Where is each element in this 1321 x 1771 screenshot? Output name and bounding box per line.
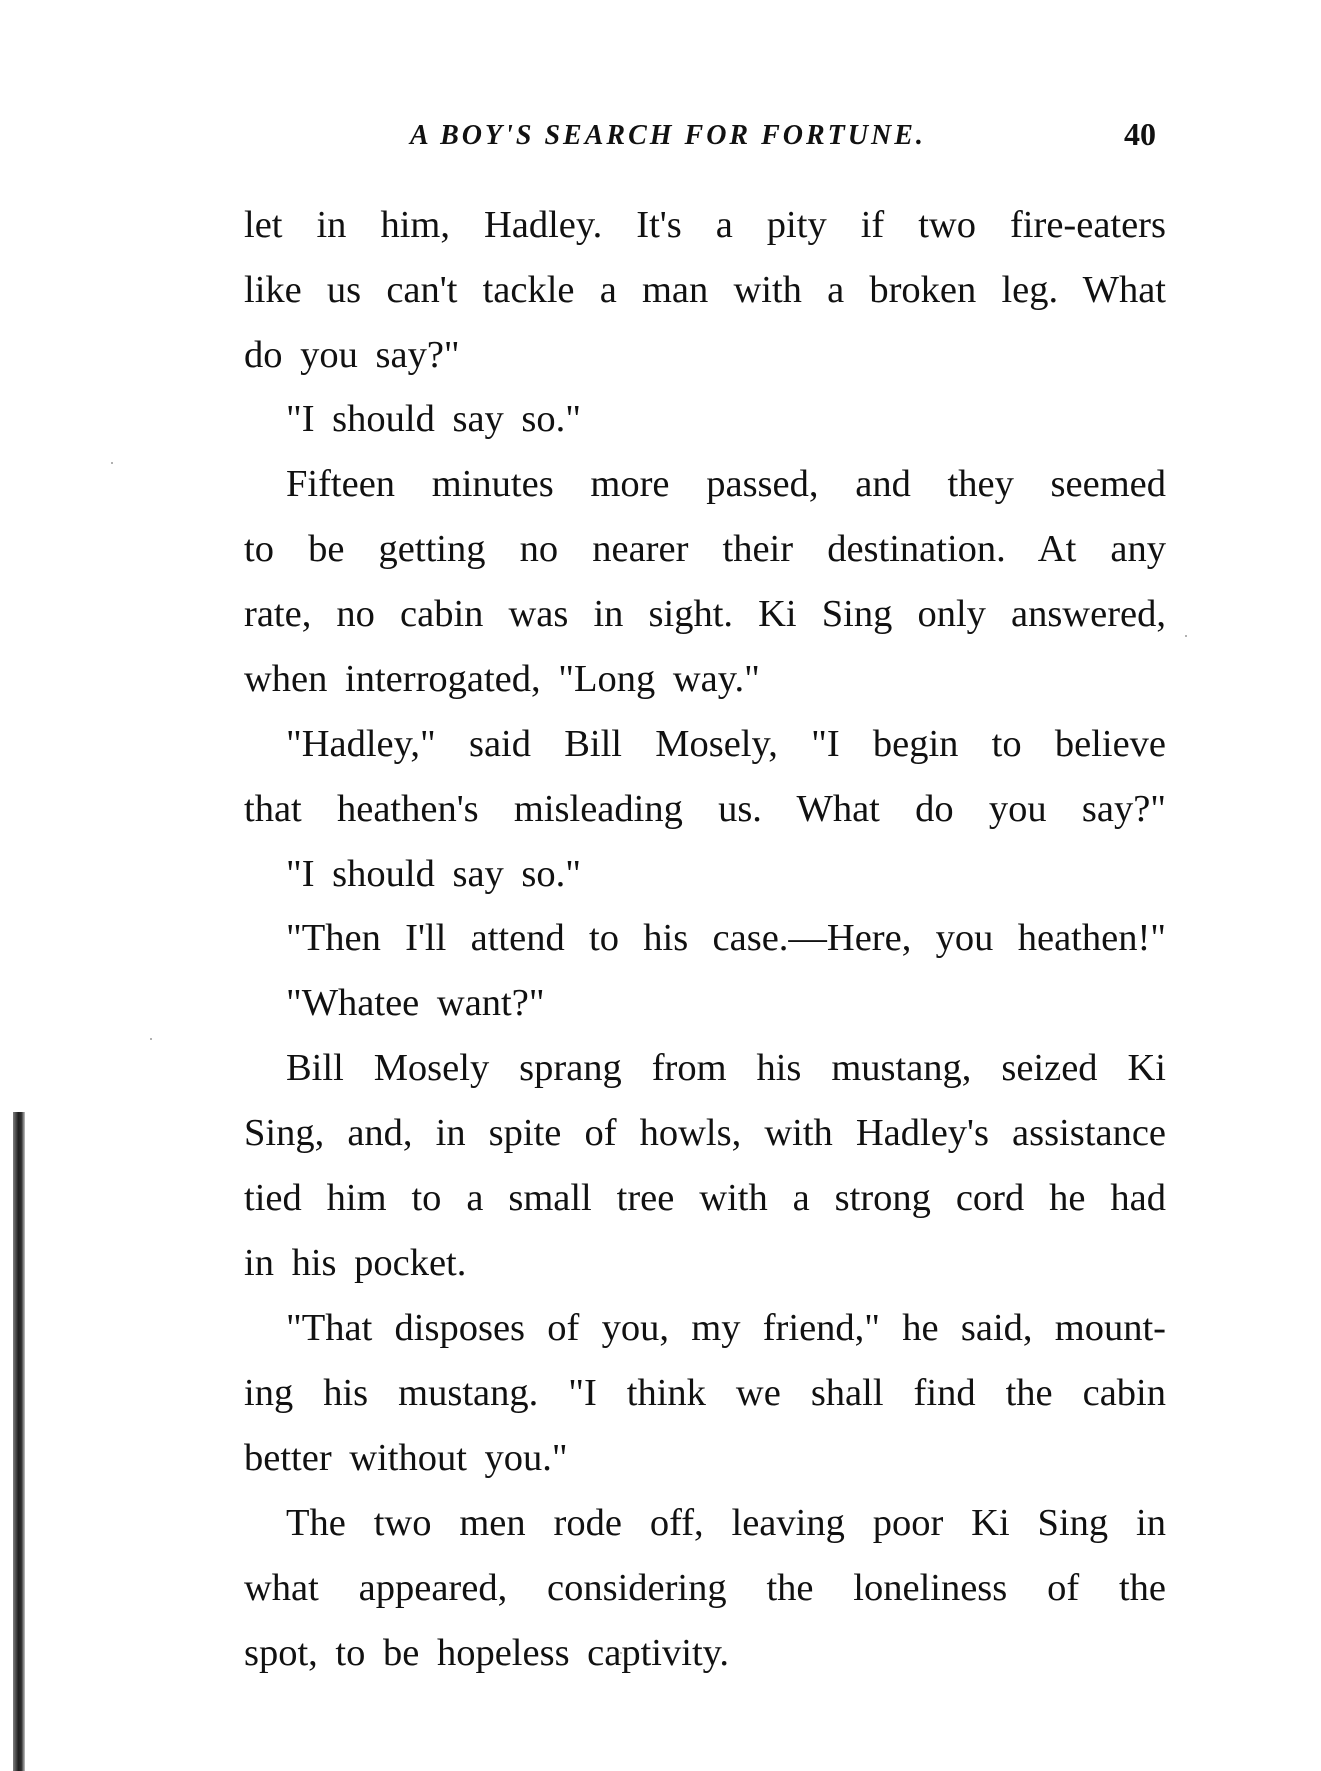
text-line: Bill Mosely sprang from his mustang, seized Ki xyxy=(286,1047,1166,1089)
text-line: "Then I'll attend to his case.—Here, you heathen!" xyxy=(286,917,1166,959)
text-line: what appeared, considering the loneliness of the xyxy=(244,1567,1166,1609)
text-line: that heathen's misleading us. What do you say?" xyxy=(244,788,1166,830)
text-line: in his pocket. xyxy=(244,1242,467,1284)
text-line: Fifteen minutes more passed, and they seemed xyxy=(286,463,1166,505)
text-line: let in him, Hadley. It's a pity if two fire-eaters xyxy=(244,204,1166,246)
text-line: like us can't tackle a man with a broken leg. What xyxy=(244,269,1166,311)
running-title: A BOY'S SEARCH FOR FORTUNE. xyxy=(410,120,926,151)
page-number: 40 xyxy=(1124,116,1156,152)
text-line: to be getting no nearer their destination. At any xyxy=(244,528,1166,570)
paper-speck xyxy=(111,462,113,464)
paper-speck xyxy=(150,1038,152,1040)
text-line: ing his mustang. "I think we shall find the cabin xyxy=(244,1372,1166,1414)
text-line: "I should say so." xyxy=(286,853,581,895)
page-binding-edge xyxy=(13,1112,25,1771)
text-line: "I should say so." xyxy=(286,398,581,440)
text-line: tied him to a small tree with a strong cord he had xyxy=(244,1177,1166,1219)
text-line: "Whatee want?" xyxy=(286,982,545,1024)
text-line: better without you." xyxy=(244,1437,568,1479)
text-line: spot, to be hopeless captivity. xyxy=(244,1632,730,1674)
text-line: The two men rode off, leaving poor Ki Sing in xyxy=(286,1502,1166,1544)
page-header xyxy=(0,112,1321,162)
text-line: Sing, and, in spite of howls, with Hadley's assistance xyxy=(244,1112,1166,1154)
text-line: rate, no cabin was in sight. Ki Sing only answered, xyxy=(244,593,1166,635)
paper-speck xyxy=(1185,635,1187,637)
text-line: "Hadley," said Bill Mosely, "I begin to believe xyxy=(286,723,1166,765)
text-line: when interrogated, "Long way." xyxy=(244,658,760,700)
text-line: "That disposes of you, my friend," he said, mount- xyxy=(286,1307,1166,1349)
text-line: do you say?" xyxy=(244,334,460,376)
